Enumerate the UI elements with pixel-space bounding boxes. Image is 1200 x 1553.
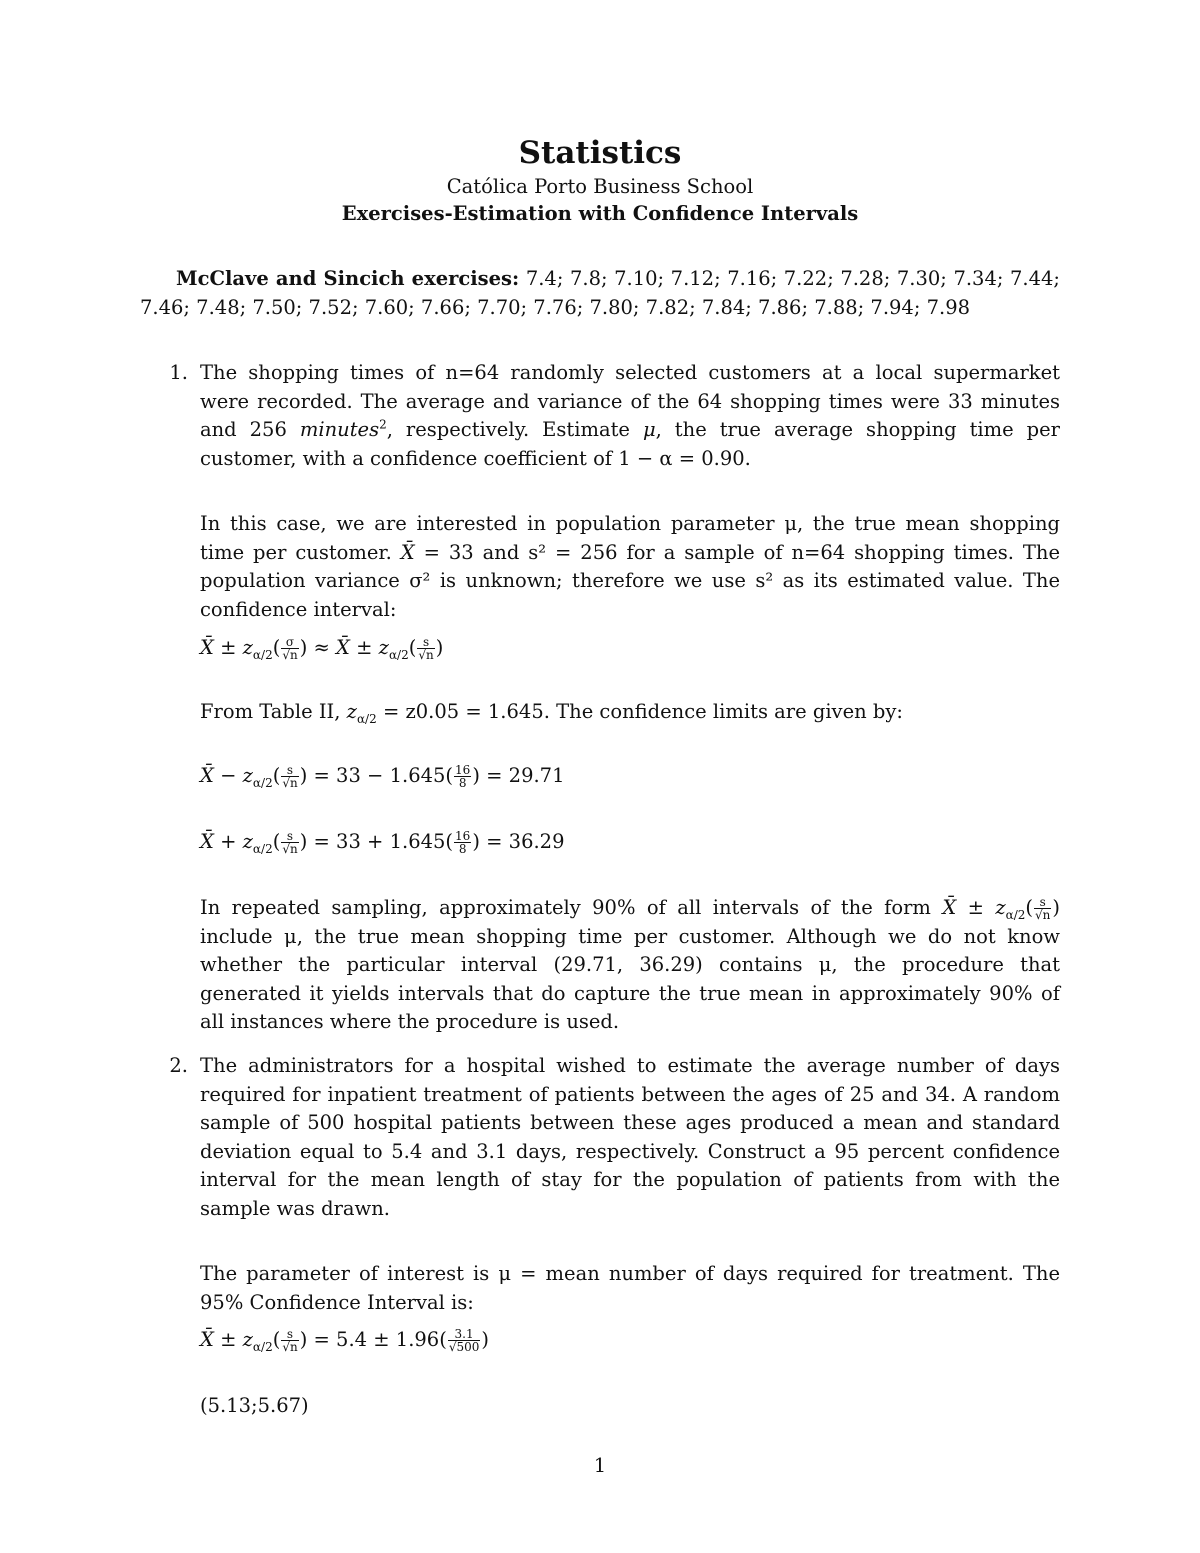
exercise-list	[140, 265, 1060, 322]
ci-formula: X̄ ± $z_{\alpha/2}$( $\frac{\sigma}{√n}$ ) ≈ X̄ ± $z_{\alpha/2}$( $\frac{s}{√n}$ )	[200, 635, 444, 662]
problem-1-solution: In this case, we are interested in population parameter μ, the true mean shopping time per customer. X̄ = 33 and s² = 256 for a sample of n=64 shopping times. The population variance σ² is unknown; therefore we use s² as its estimated value. The confidence interval:	[200, 512, 1061, 621]
upper-limit: X̄ + $z_{\alpha/2}$( $\frac{s}{√n}$ ) = 33 + 1.645( $\frac{16}{8}$ ) = 36.29	[200, 829, 565, 856]
lower-limit: X̄ − $z_{\alpha/2}$( $\frac{s}{√n}$ ) = 33 − 1.645( $\frac{16}{8}$ ) = 29.71	[200, 763, 565, 790]
exercise-list-items: 7.4; 7.8; 7.10; 7.12; 7.16; 7.22; 7.28; 7.30; 7.34; 7.44; 7.46; 7.48; 7.50; 7.52; 7.60; 7.66; 7.70; 7.76; 7.80; 7.82; 7.84; 7.86; 7.88; 7.94; 7.98	[140, 267, 1060, 319]
problem-1-statement: The shopping times of n=64 randomly selected customers at a local supermarket were recorded. The average and variance of the 64 shopping times were 33 minutes and 256 minutes$^2$, respectively. Estimate μ, the true average shopping time per customer, with a confidence coefficient of 1 − α = 0.90.	[200, 361, 1060, 470]
school-name: Católica Porto Business School	[446, 175, 754, 198]
problem-2-ci: X̄ ± $z_{\alpha/2}$( $\frac{s}{√n}$ ) = 5.4 ± 1.96( $\frac{3.1}{√500}$ )	[200, 1327, 489, 1354]
table-lookup: From Table II, $z_{\alpha/2} = z0.05 = 1.645$. The confidence limits are given by:	[200, 700, 903, 726]
problem-2-number: 2.	[169, 1054, 188, 1077]
interpretation: In repeated sampling, approximately 90% of all intervals of the form X̄ ± $z_{\alpha/2}$( $\frac{s}{√n}$ ) include μ, the true mean shopping time per customer. Although we do not know whether the particular interval (29.71, 36.29) contains μ, the procedure that generated it yields intervals that do capture the true mean in approximately 90% of all instances where the procedure is used.	[200, 895, 1060, 1033]
problem-1-number: 1.	[169, 361, 188, 384]
problem-2-statement: The administrators for a hospital wished to estimate the average number of days required for inpatient treatment of patients between the ages of 25 and 34. A random sample of 500 hospital patients between these ages produced a mean and standard deviation equal to 5.4 and 3.1 days, respectively. Construct a 95 percent confidence interval for the mean length of stay for the population of patients from with the sample was drawn.	[200, 1054, 1060, 1220]
exercise-list-label: McClave and Sincich exercises:	[176, 267, 520, 290]
problem-2-result: (5.13;5.67)	[200, 1394, 309, 1417]
page-title: Statistics	[518, 135, 682, 171]
problem-2-solution: The parameter of interest is μ = mean number of days required for treatment. The 95% Confidence Interval is:	[200, 1262, 1060, 1314]
page-number: 1	[593, 1454, 607, 1477]
page-subtitle: Exercises-Estimation with Confidence Intervals	[341, 202, 859, 225]
